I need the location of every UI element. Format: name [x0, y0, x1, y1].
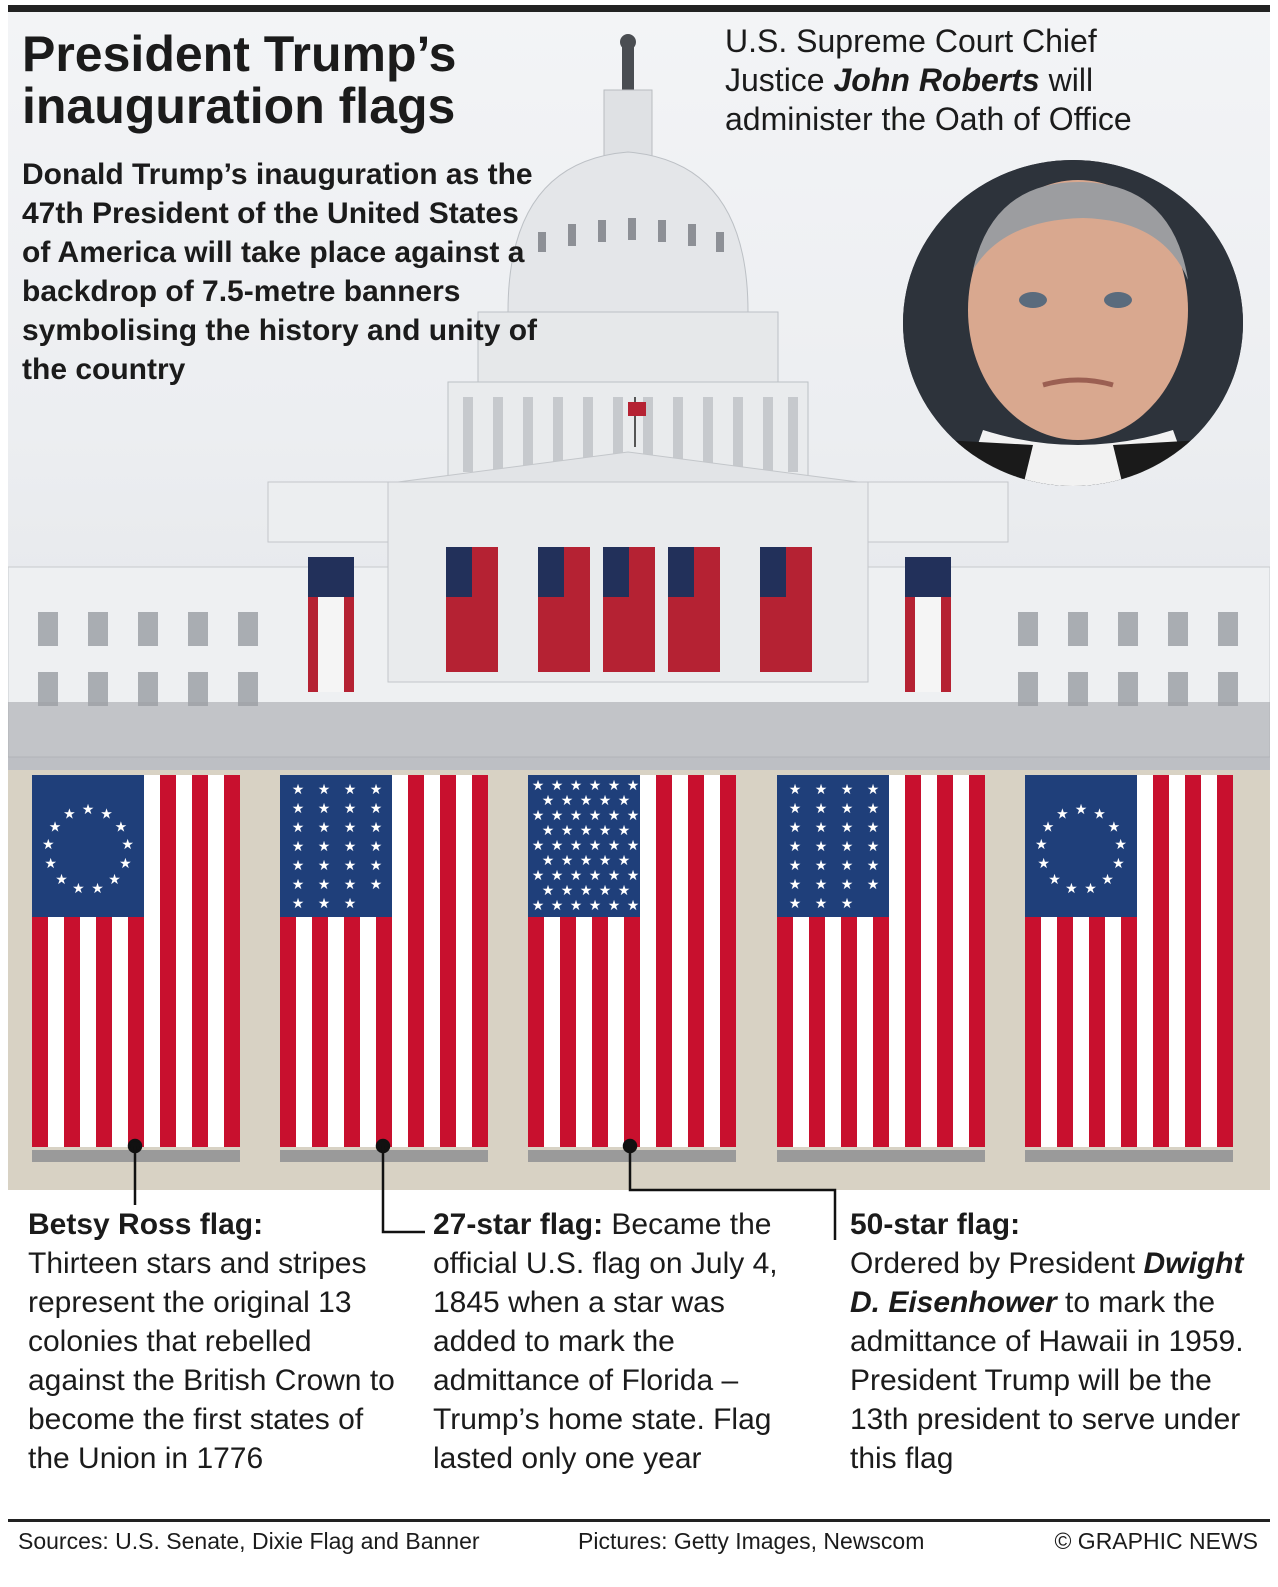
star-icon: ★ — [317, 896, 331, 912]
star-icon: ★ — [317, 877, 331, 893]
star-icon: ★ — [369, 877, 383, 893]
star-icon: ★ — [617, 883, 631, 899]
star-icon: ★ — [788, 877, 802, 893]
star-icon: ★ — [607, 868, 621, 884]
star-icon: ★ — [343, 858, 357, 874]
star-icon: ★ — [626, 838, 640, 854]
star-icon: ★ — [291, 858, 305, 874]
star-icon: ★ — [291, 896, 305, 912]
star-icon: ★ — [626, 898, 640, 914]
caption-27-lead: 27-star flag: — [433, 1208, 604, 1241]
star-icon: ★ — [317, 820, 331, 836]
eisenhower-name: Dwight D. Eisenhower — [850, 1247, 1244, 1319]
star-icon: ★ — [626, 808, 640, 824]
star-icon: ★ — [55, 871, 68, 888]
star-icon: ★ — [840, 839, 854, 855]
star-icon: ★ — [91, 880, 104, 897]
star-icon: ★ — [343, 877, 357, 893]
star-icon: ★ — [541, 853, 555, 869]
star-icon: ★ — [1114, 837, 1127, 854]
star-icon: ★ — [814, 801, 828, 817]
caption-50-text-post: to mark the admittance of Hawaii in 1959. President Trump will be the 13th president to serve under this flag — [850, 1286, 1244, 1475]
star-icon: ★ — [588, 808, 602, 824]
star-icon: ★ — [569, 778, 583, 794]
star-icon: ★ — [569, 808, 583, 824]
star-icon: ★ — [598, 883, 612, 899]
star-icon: ★ — [588, 868, 602, 884]
star-icon: ★ — [588, 778, 602, 794]
star-icon: ★ — [579, 853, 593, 869]
star-icon: ★ — [48, 819, 62, 836]
caption-50-text-pre: Ordered by President — [850, 1247, 1144, 1280]
star-icon: ★ — [317, 801, 331, 817]
star-icon: ★ — [541, 823, 555, 839]
star-icon: ★ — [291, 782, 305, 798]
star-icon: ★ — [840, 877, 854, 893]
star-icon: ★ — [814, 896, 828, 912]
star-icon: ★ — [560, 793, 574, 809]
caption-27-star — [433, 1205, 813, 1478]
star-icon: ★ — [788, 801, 802, 817]
star-icon: ★ — [291, 820, 305, 836]
star-icon: ★ — [369, 801, 383, 817]
star-icon: ★ — [1084, 880, 1097, 897]
footer-rule — [8, 1519, 1270, 1522]
star-icon: ★ — [343, 801, 357, 817]
star-icon: ★ — [607, 898, 621, 914]
star-icon: ★ — [626, 778, 640, 794]
star-icon: ★ — [598, 793, 612, 809]
star-icon: ★ — [531, 778, 545, 794]
star-icon: ★ — [840, 782, 854, 798]
caption-50-lead: 50-star flag: — [850, 1208, 1021, 1241]
star-icon: ★ — [814, 839, 828, 855]
star-icon: ★ — [81, 802, 95, 818]
star-icon: ★ — [119, 856, 132, 873]
star-icon: ★ — [866, 858, 880, 874]
star-icon: ★ — [317, 839, 331, 855]
roberts-caption-post: will administer the Oath of Office — [725, 62, 1132, 137]
star-icon: ★ — [866, 839, 880, 855]
star-icon: ★ — [579, 823, 593, 839]
star-icon: ★ — [588, 898, 602, 914]
star-icon: ★ — [343, 896, 357, 912]
star-icon: ★ — [531, 898, 545, 914]
caption-betsy-ross — [28, 1205, 398, 1478]
star-icon: ★ — [814, 858, 828, 874]
star-icon: ★ — [560, 853, 574, 869]
star-icon: ★ — [626, 868, 640, 884]
star-icon: ★ — [291, 801, 305, 817]
star-icon: ★ — [291, 877, 305, 893]
star-icon: ★ — [531, 838, 545, 854]
star-icon: ★ — [560, 823, 574, 839]
star-icon: ★ — [1093, 806, 1106, 823]
star-icon: ★ — [607, 778, 621, 794]
star-icon: ★ — [788, 896, 802, 912]
star-icon: ★ — [114, 819, 128, 836]
star-icon: ★ — [1112, 856, 1125, 873]
star-icon: ★ — [579, 793, 593, 809]
star-icon: ★ — [44, 856, 57, 873]
star-icon: ★ — [343, 782, 357, 798]
star-icon: ★ — [550, 868, 564, 884]
star-icon: ★ — [100, 806, 113, 823]
star-icon: ★ — [63, 806, 76, 823]
star-icon: ★ — [569, 868, 583, 884]
star-icon: ★ — [569, 898, 583, 914]
star-icon: ★ — [550, 778, 564, 794]
star-icon: ★ — [541, 883, 555, 899]
star-icon: ★ — [291, 839, 305, 855]
roberts-name: John Roberts — [833, 62, 1040, 98]
star-icon: ★ — [369, 858, 383, 874]
star-icon: ★ — [617, 823, 631, 839]
title-line-1: President Trump’s — [22, 26, 457, 82]
star-icon: ★ — [531, 868, 545, 884]
star-icon: ★ — [1035, 837, 1048, 854]
star-icon: ★ — [814, 877, 828, 893]
caption-betsy-lead: Betsy Ross flag: — [28, 1208, 264, 1241]
star-icon: ★ — [617, 793, 631, 809]
caption-50-star — [850, 1205, 1250, 1478]
star-icon: ★ — [617, 853, 631, 869]
star-icon: ★ — [550, 808, 564, 824]
star-icon: ★ — [1107, 819, 1121, 836]
star-icon: ★ — [579, 883, 593, 899]
star-icon: ★ — [840, 801, 854, 817]
star-icon: ★ — [560, 883, 574, 899]
star-icon: ★ — [607, 838, 621, 854]
star-icon: ★ — [788, 782, 802, 798]
star-icon: ★ — [1037, 856, 1050, 873]
star-icon: ★ — [42, 837, 55, 854]
star-icon: ★ — [588, 838, 602, 854]
star-icon: ★ — [343, 839, 357, 855]
star-icon: ★ — [788, 820, 802, 836]
sources-text: Sources: U.S. Senate, Dixie Flag and Banner — [18, 1528, 480, 1554]
star-icon: ★ — [607, 808, 621, 824]
star-icon: ★ — [1101, 871, 1114, 888]
star-icon: ★ — [531, 808, 545, 824]
star-icon: ★ — [72, 880, 85, 897]
star-icon: ★ — [598, 823, 612, 839]
star-icon: ★ — [550, 898, 564, 914]
star-icon: ★ — [814, 820, 828, 836]
star-icon: ★ — [1074, 802, 1088, 818]
star-icon: ★ — [866, 820, 880, 836]
caption-27-text: Became the official U.S. flag on July 4, 1845 when a star was added to mark the admittance of Florida – Trump’s home state. Flag lasted only one year — [433, 1208, 778, 1475]
roberts-caption-pre: U.S. Supreme Court Chief Justice — [725, 23, 1097, 98]
intro-text: Donald Trump’s inauguration as the 47th President of the United States of America will take place against a backdrop of 7.5-metre banners symbolising the history and unity of the country — [22, 158, 538, 386]
star-icon: ★ — [1056, 806, 1069, 823]
pictures-credit: Pictures: Getty Images, Newscom — [578, 1528, 925, 1554]
star-icon: ★ — [121, 837, 134, 854]
star-icon: ★ — [788, 858, 802, 874]
star-icon: ★ — [541, 793, 555, 809]
star-icon: ★ — [343, 820, 357, 836]
star-icon: ★ — [369, 782, 383, 798]
title-line-2: inauguration flags — [22, 78, 456, 134]
star-icon: ★ — [550, 838, 564, 854]
star-icon: ★ — [866, 801, 880, 817]
star-icon: ★ — [840, 820, 854, 836]
star-icon: ★ — [317, 782, 331, 798]
star-icon: ★ — [788, 839, 802, 855]
star-icon: ★ — [108, 871, 121, 888]
star-icon: ★ — [866, 877, 880, 893]
star-icon: ★ — [369, 839, 383, 855]
star-icon: ★ — [1048, 871, 1061, 888]
star-icon: ★ — [814, 782, 828, 798]
star-icon: ★ — [1041, 819, 1055, 836]
star-icon: ★ — [1065, 880, 1078, 897]
star-icon: ★ — [317, 858, 331, 874]
copyright-text: © GRAPHIC NEWS — [1054, 1528, 1258, 1554]
star-icon: ★ — [598, 853, 612, 869]
star-icon: ★ — [569, 838, 583, 854]
star-icon: ★ — [840, 858, 854, 874]
star-icon: ★ — [866, 782, 880, 798]
caption-betsy-text: Thirteen stars and stripes represent the original 13 colonies that rebelled against the British Crown to become the first states of the Union in 1776 — [28, 1247, 395, 1475]
star-icon: ★ — [840, 896, 854, 912]
star-icon: ★ — [369, 820, 383, 836]
